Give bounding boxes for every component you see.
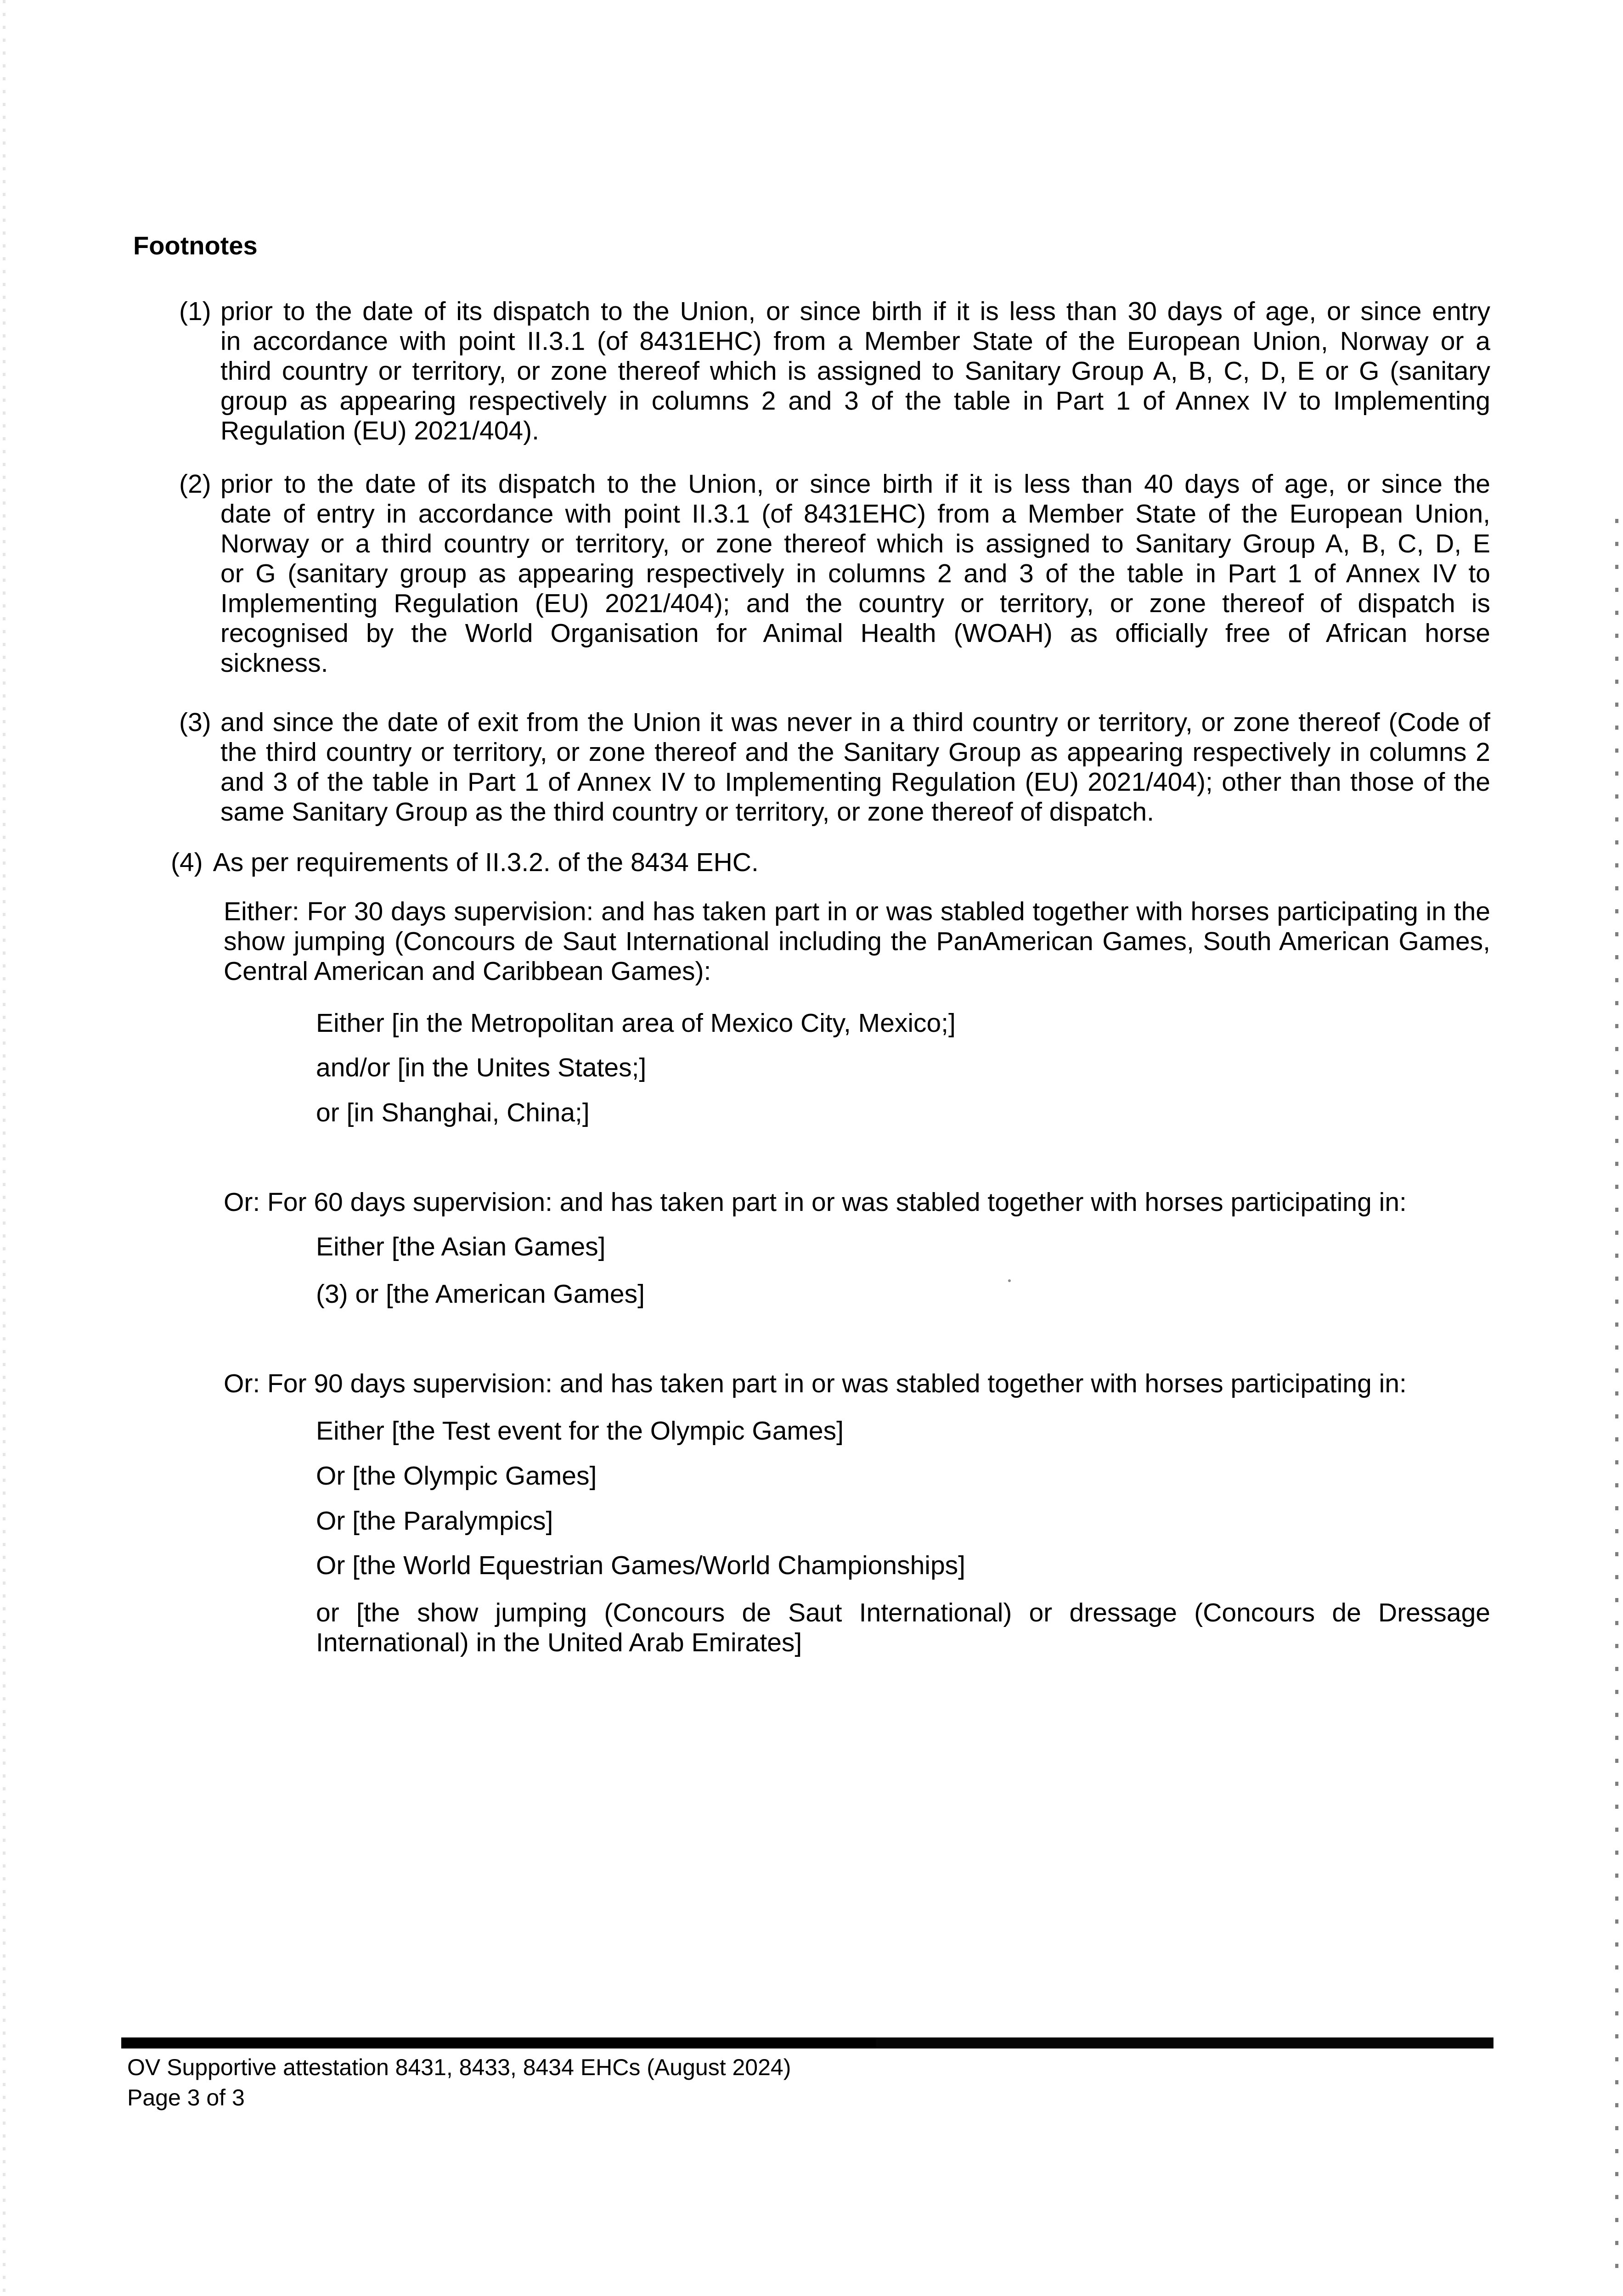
supervision-60-paragraph: Or: For 60 days supervision: and has taken part in or was stabled together with horses participating in: [224,1187,1407,1217]
footnote-2-marker: (2) [179,469,211,499]
footnote-1-line: in accordance with point II.3.1 (of 8431EHC) from a Member State of the European Union, Norway or a [220,326,1490,356]
footer-doc-title: OV Supportive attestation 8431, 8433, 8434 EHCs (August 2024) [127,2054,791,2080]
footnote-2-line: date of entry in accordance with point II.3.1 (of 8431EHC) from a Member State of the European Union, [220,499,1490,529]
footnote-3-text [220,708,1490,827]
supervision-90-paragraph: Or: For 90 days supervision: and has taken part in or was stabled together with horses participating in: [224,1369,1407,1398]
supervision-30-line: Central American and Caribbean Games): [224,957,711,986]
scan-artifact-right-edge [1615,519,1618,2282]
footnote-1-text [220,297,1490,446]
supervision-30-paragraph [224,897,1490,986]
scan-artifact-left-edge [3,0,6,2296]
supervision-30-line: Either: For 30 days supervision: and has taken part in or was stabled together with horses participating in the [224,897,1490,926]
footnote-1-line: prior to the date of its dispatch to the Union, or since birth if it is less than 30 days of age, or since entry [220,297,1490,326]
footnote-2 [179,469,1490,678]
option-american-games: (3) or [the American Games] [316,1279,645,1309]
footnote-3-line: and since the date of exit from the Union it was never in a third country or territory, or zone thereof (Code of [220,708,1490,737]
footer-page-number: Page 3 of 3 [127,2085,245,2110]
footnote-4-marker: (4) [171,848,203,877]
footnote-1-line: Regulation (EU) 2021/404). [220,416,539,445]
option-world-equestrian-games: Or [the World Equestrian Games/World Championships] [316,1551,965,1580]
footer-text-block [127,2052,791,2113]
option-united-states: and/or [in the Unites States;] [316,1053,647,1082]
footnote-1-line: group as appearing respectively in columns 2 and 3 of the table in Part 1 of Annex IV to Implementing [220,386,1490,416]
footnote-2-line: Norway or a third country or territory, or zone thereof which is assigned to Sanitary Group A, B, C, D, E [220,529,1490,558]
footnote-2-line: sickness. [220,648,328,678]
option-paralympics: Or [the Paralympics] [316,1506,553,1536]
page-title: Footnotes [133,231,258,260]
footnote-3-line: same Sanitary Group as the third country or territory, or zone thereof of dispatch. [220,797,1154,827]
option-olympic-test-event: Either [the Test event for the Olympic Games] [316,1416,844,1446]
footnote-2-line: or G (sanitary group as appearing respectively in columns 2 and 3 of the table in Part 1 of Annex IV to [220,559,1490,588]
footnote-1 [179,297,1490,446]
footnote-2-line: recognised by the World Organisation for Animal Health (WOAH) as officially free of African horse [220,619,1490,648]
option-uae-line: International) in the United Arab Emirates] [316,1628,802,1657]
footnote-3-line: and 3 of the table in Part 1 of Annex IV to Implementing Regulation (EU) 2021/404); other than those of the [220,767,1490,797]
footnote-2-text [220,469,1490,678]
footnote-1-line: third country or territory, or zone thereof which is assigned to Sanitary Group A, B, C, D, E or G (sanitary [220,356,1490,386]
supervision-30-line: show jumping (Concours de Saut International including the PanAmerican Games, South American Games, [224,927,1490,956]
footnote-3-line: the third country or territory, or zone thereof and the Sanitary Group as appearing respectively in columns 2 [220,737,1490,767]
footnote-4-text: As per requirements of II.3.2. of the 8434 EHC. [213,848,759,877]
scan-artifact-speck [1008,1279,1011,1282]
footnote-2-line: Implementing Regulation (EU) 2021/404); and the country or territory, or zone thereof of dispatch is [220,589,1490,618]
footnote-4 [171,848,1623,878]
option-mexico-city: Either [in the Metropolitan area of Mexico City, Mexico;] [316,1008,956,1038]
footnote-1-marker: (1) [179,297,211,326]
option-olympic-games: Or [the Olympic Games] [316,1461,597,1491]
footnote-3-marker: (3) [179,708,211,737]
option-uae-show-jumping-dressage [316,1598,1490,1658]
option-uae-line: or [the show jumping (Concours de Saut International) or dressage (Concours de Dressage [316,1598,1490,1627]
footer-rule [121,2037,1493,2048]
footnote-2-line: prior to the date of its dispatch to the Union, or since birth if it is less than 40 days of age, or since the [220,469,1490,499]
footnote-3 [179,708,1490,827]
option-shanghai: or [in Shanghai, China;] [316,1098,590,1127]
option-asian-games: Either [the Asian Games] [316,1232,606,1261]
